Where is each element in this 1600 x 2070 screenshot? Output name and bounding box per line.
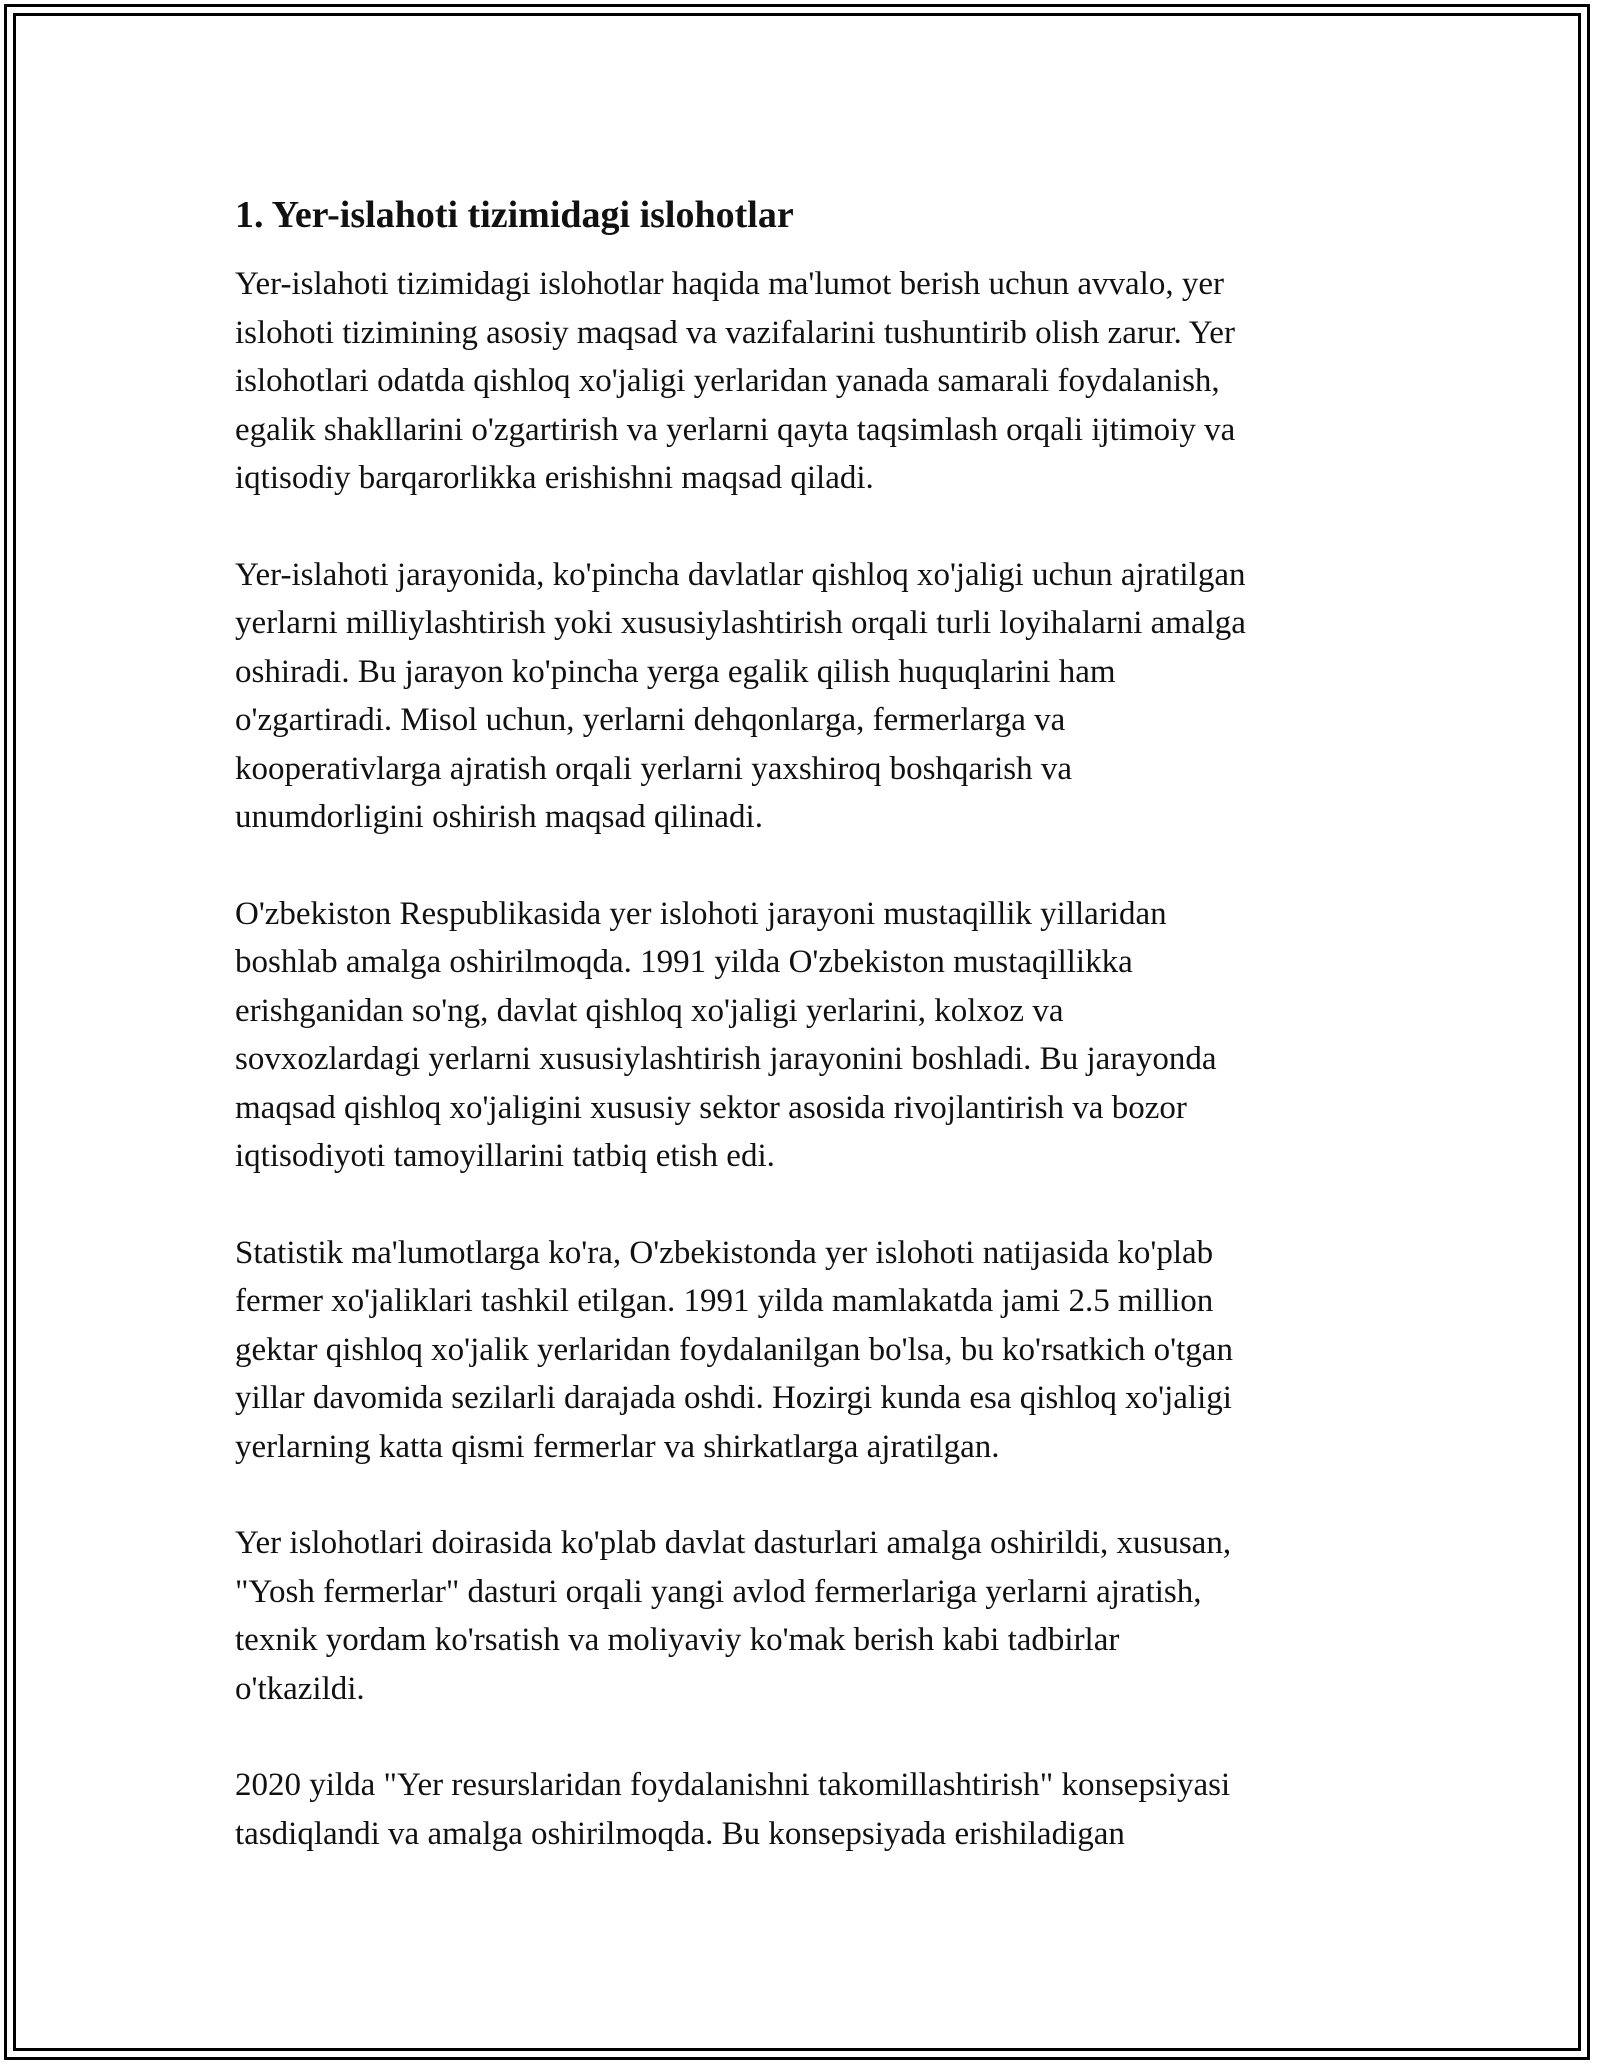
section-heading: 1. Yer-islahoti tizimidagi islohotlar [235,194,794,236]
paragraph-4: Statistik ma'lumotlarga ko'ra, O'zbekistonda yer islohoti natijasida ko'plab fermer xo'jaliklari tashkil etilgan. 1991 yilda mamlakatda jami 2.5 million gektar qishloq xo'jalik yerlaridan foydalanilgan bo'lsa, bu ko'rsatkich o'tgan yillar davomida sezilarli darajada oshdi. Hozirgi kunda esa qishloq xo'jaligi yerlarning katta qismi fermerlar va shirkatlarga ajratilgan. [235,1234,1233,1465]
paragraph-6: 2020 yilda "Yer resurslaridan foydalanishni takomillashtirish" konsepsiyasi tasdiqlandi va amalga oshirilmoqda. Bu konsepsiyada erishiladigan [235,1767,1231,1852]
paragraph-5: Yer islohotlari doirasida ko'plab davlat dasturlari amalga oshirildi, xususan, "Yosh fermerlar" dasturi orqali yangi avlod fermerlariga yerlarni ajratish, texnik yordam ko'rsatish va moliyaviy ko'mak berish kabi tadbirlar o'tkazildi. [235,1525,1232,1707]
paragraph-3: O'zbekiston Respublikasida yer islohoti jarayoni mustaqillik yillaridan boshlab amalga oshirilmoqda. 1991 yilda O'zbekiston mustaqillikka erishganidan so'ng, davlat qishloq xo'jaligi yerlarini, kolxoz va sovxozlardagi yerlarni xususiylashtirish jarayonini boshladi. Bu jarayonda maqsad qishloq xo'jaligini xususiy sektor asosida rivojlantirish va bozor iqtisodiyoti tamoyillarini tatbiq etish edi. [235,895,1217,1174]
paragraph-1: Yer-islahoti tizimidagi islohotlar haqida ma'lumot berish uchun avvalo, yer islohoti tizimining asosiy maqsad va vazifalarini tushuntirib olish zarur. Yer islohotlari odatda qishloq xo'jaligi yerlaridan yanada samarali foydalanish, egalik shakllarini o'zgartirish va yerlarni qayta taqsimlash orqali ijtimoiy va iqtisodiy barqarorlikka erishishni maqsad qiladi. [235,266,1236,496]
document-body [235,190,1375,1906]
paragraph-2: Yer-islahoti jarayonida, ko'pincha davlatlar qishloq xo'jaligi uchun ajratilgan yerlarni milliylashtirish yoki xususiylashtirish orqali turli loyihalarni amalga oshiradi. Bu jarayon ko'pincha yerga egalik qilish huquqlarini ham o'zgartiradi. Misol uchun, yerlarni dehqonlarga, fermerlarga va kooperativlarga ajratish orqali yerlarni yaxshiroq boshqarish va unumdorligini oshirish maqsad qilinadi. [235,556,1246,835]
